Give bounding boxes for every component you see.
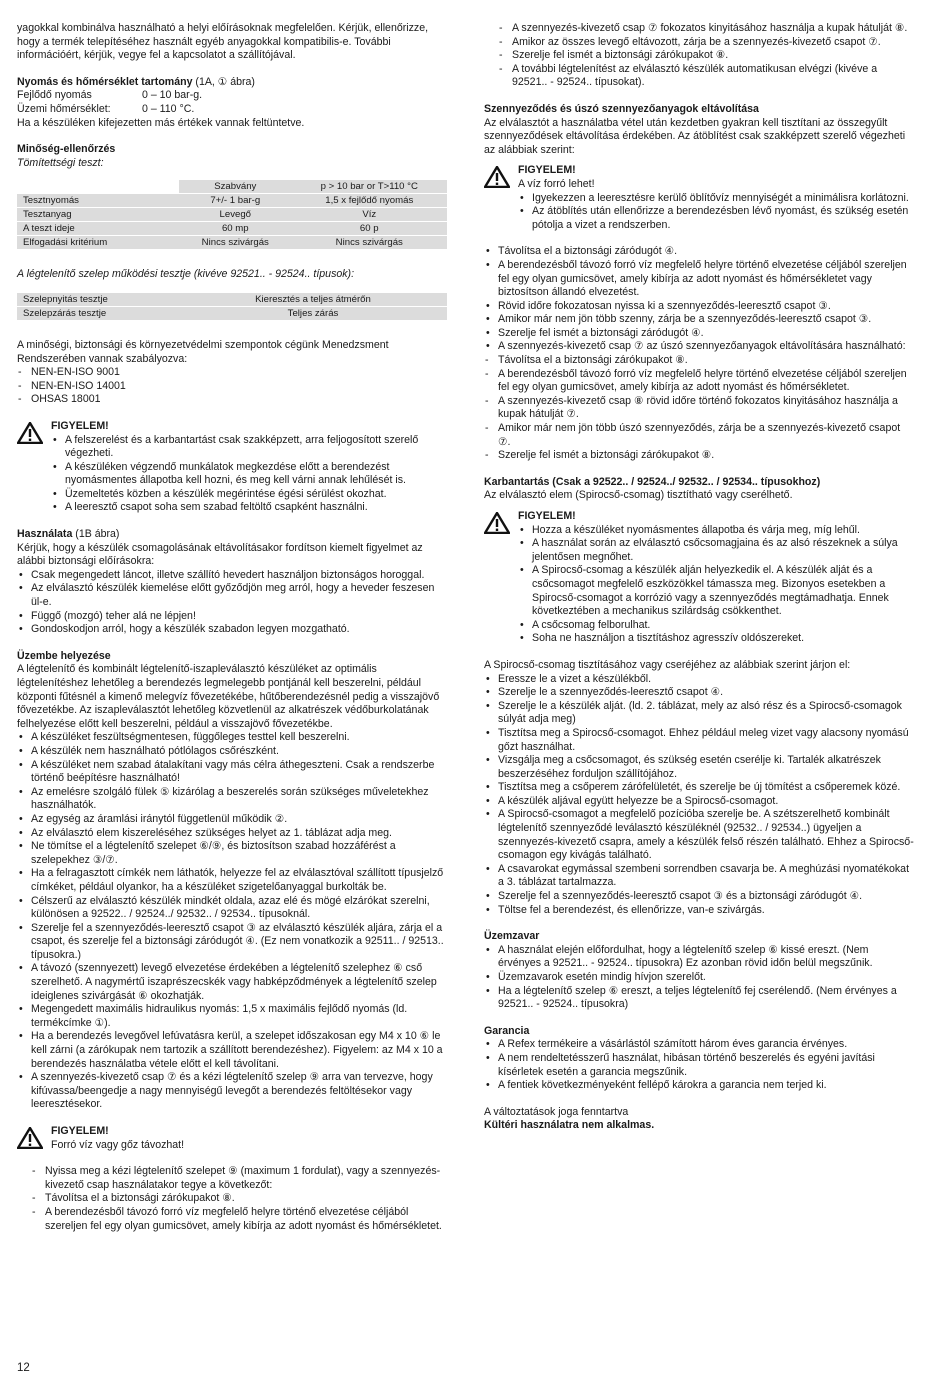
venting-steps-list — [17, 1165, 447, 1233]
table-cell: Szelepzárás tesztje — [17, 306, 179, 320]
list-item: - A szennyezés-kivezető csap ⑧ rövid időre történő fokozatos kinyitásához használja a kupak hátulját ⑦. — [484, 395, 914, 422]
table-cell: Elfogadási kritérium — [17, 236, 179, 250]
warning-title: FIGYELEM! — [51, 1125, 109, 1137]
list-item: - Nyissa meg a kézi légtelenítő szelepet ⑨ (maximum 1 fordulat), vagy a szennyezés-kivezető csap használatakor tegye a következőt: — [31, 1165, 447, 1192]
list-item: - Szerelje fel ismét a biztonsági zárókupakot ⑧. — [484, 449, 914, 463]
usage-paragraph: Kérjük, hogy a készülék csomagolásának eltávolításakor fordítson kiemelt figyelmet az alábbi biztonsági előírásokra: — [17, 541, 423, 568]
table-cell: Kieresztés a teljes átmérőn — [179, 293, 447, 307]
table-row — [17, 236, 447, 250]
temperature-value: 0 – 110 °C. — [142, 102, 195, 115]
pressure-title: Nyomás és hőmérséklet tartomány — [17, 75, 193, 88]
list-item: • A készüléket feszültségmentesen, függőleges testtel kell beszerelni. — [17, 731, 447, 745]
list-item: - Távolítsa el a biztonsági zárókupakot ⑧. — [31, 1192, 447, 1206]
list-item: • Szerelje fel ismét a biztonsági záródugót ④. — [484, 327, 914, 341]
list-item: • Üzemzavarok esetén mindig hívjon szerelőt. — [484, 971, 914, 985]
list-item: • Ha a légtelenítő szelep ⑥ ereszt, a teljes légtelenítő fej cserélendő. (Nem érvényes a 92521.. - 92524.. típusokra) — [484, 985, 914, 1012]
spiro-paragraph: A Spirocső-csomag tisztításához vagy cseréjéhez az alábbiak szerint járjon el: — [484, 658, 851, 671]
table-row — [17, 222, 447, 236]
list-item: • Az átöblítés után ellenőrizze a berendezésben lévő nyomást, és szükség esetén pótolja a vizet a rendszerben. — [518, 205, 914, 232]
floating-dirt-steps — [484, 354, 914, 463]
pressure-value: 0 – 10 bar-g. — [142, 89, 203, 102]
list-item: • A szennyezés-kivezető csap ⑦ és a kézi légtelenítő szelep ⑨ arra van tervezve, hogy kifúvassa/beengedje a nagy mennyiségű levegőt a berendezés feltöltésekor vagy leeresztésekor. — [17, 1071, 447, 1112]
list-item: • A használat elején előfordulhat, hogy a légtelenítő szelep ⑥ kissé ereszt. (Nem érvényes a 92521.. - 92524.. típusokra) Ez azonban rövid időn belül megszűnik. — [484, 944, 914, 971]
list-item: • Szerelje fel a szennyeződés-leeresztő csapot ③ az elválasztó készülék aljára, zárja el a csapot, és szerelje fel a biztonsági záródugót ④. (Ez nem vonatkozik a 92511.. / 92513.. típusokra.) — [17, 922, 447, 963]
table-cell: Szelepnyitás tesztje — [17, 293, 179, 307]
warranty-heading: Garancia — [484, 1024, 530, 1037]
maintenance-heading: Karbantartás (Csak a 92522.. / 92524../ 92532.. / 92534.. típusokhoz) — [484, 475, 821, 488]
dirt-removal-list — [484, 245, 914, 354]
pressure-note: Ha a készüléken kifejezetten más értékek vannak feltüntetve. — [17, 116, 305, 129]
list-item: • Célszerű az elválasztó készülék mindkét oldala, azaz elé és mögé elzárókat szerelni, különösen a 92522.. / 92524../ 92532.. / 92534.. típusoknál. — [17, 895, 447, 922]
list-item: • Igyekezzen a leeresztésre kerülő öblítővíz mennyiségét a minimálisra korlátozni. — [518, 192, 914, 206]
table-cell: 1,5 x fejlődő nyomás — [292, 194, 447, 208]
management-paragraph: A minőségi, biztonsági és környezetvédelmi szempontok cégünk Menedzsment Rendszerében vannak szabályozva: — [17, 338, 389, 365]
warning-title: FIGYELEM! — [51, 419, 109, 432]
list-item: - A további légtelenítést az elválasztó készülék automatikusan elvégzi (kivéve a 92521.. - 92524.. típusokat). — [498, 63, 914, 90]
list-item: - Amikor már nem jön több úszó szennyeződés, zárja be a szennyezés-kivezető csapot ⑦. — [484, 422, 914, 449]
warranty-list — [484, 1038, 914, 1092]
table-cell: Nincs szivárgás — [292, 236, 447, 250]
list-item: • A Spirocső-csomag a készülék alján helyezkedik el. A készülék alját és a csőcsomagot megfelelő eszközökkel támassza meg. Bizonyos esetekben a Spirocső-csomagot a korrózió vagy a szennyeződés megtámadhatja. Ennek következtében a mechanikus szilárdság csökkenthet. — [518, 564, 914, 618]
table-header-cell — [17, 180, 179, 194]
list-item: • Tisztítsa meg a Spirocső-csomagot. Ehhez például meleg vizet vagy alacsony nyomású gőzt használhat. — [484, 727, 914, 754]
list-item: • A készülék aljával együtt helyezze be a Spirocső-csomagot. — [484, 795, 914, 809]
warning-block — [17, 420, 447, 515]
venting-steps-continued — [484, 22, 914, 90]
list-item: • Töltse fel a berendezést, és ellenőrizze, van-e szivárgás. — [484, 904, 914, 918]
table-cell: Tesztnyomás — [17, 194, 179, 208]
rights-reserved: A változtatások joga fenntartva — [484, 1105, 629, 1118]
list-item: • Az elválasztó elem kiszereléséhez szükséges helyet az 1. táblázat adja meg. — [17, 827, 447, 841]
list-item: A víz forró lehet! — [518, 177, 595, 190]
list-item: - A berendezésből távozó forró víz megfelelő helyre történő elvezetése céljából szereljen fel egy olyan gumicsövet, amely kibírja az adott nyomást és hőmérsékletet. — [484, 368, 914, 395]
temperature-row — [17, 103, 447, 117]
table-header-cell: p > 10 bar or T>110 °C — [292, 180, 447, 194]
list-item: • A készülék nem használható pótlólagos csőrészként. — [17, 745, 447, 759]
list-item: • Távolítsa el a biztonsági záródugót ④. — [484, 245, 914, 259]
list-item: - Szerelje fel ismét a biztonsági zárókupakot ⑧. — [498, 49, 914, 63]
list-item: • Hozza a készüléket nyomásmentes állapotba és várja meg, míg lehűl. — [518, 524, 914, 538]
warning-title: FIGYELEM! — [518, 164, 576, 177]
list-item: • Szerelje le a készülék alját. (ld. 2. táblázat, mely az alsó rész és a Spirocső-csomagok súlyát adja meg) — [484, 700, 914, 727]
list-item: • Szerelje le a szennyeződés-leeresztő csapot ④. — [484, 686, 914, 700]
table-header-cell: Szabvány — [179, 180, 292, 194]
fault-heading: Üzemzavar — [484, 930, 540, 943]
spiro-list — [484, 673, 914, 918]
dirt-removal-paragraph: Az elválasztót a használatba vétel után kezdetben gyakran kell tisztítani az összegyűlt szennyeződések eltávolítása érdekében. Az átöblítést csak szakképzett szerelő végezheti az alábbiak szerint: — [484, 116, 906, 156]
list-item: • A távozó (szennyezett) levegő elvezetése érdekében a légtelenítő szelephez ⑥ cső szerelhető. A nagymértű iszaprészecskék vagy habképződmények a légtelenítő szelep ideiglenes szivárgását ⑥ okozhatják. — [17, 962, 447, 1003]
warning-icon — [17, 1127, 43, 1149]
list-item: • Tisztítsa meg a csőperem zárófelületét, és szerelje be új tömítést a csőperemek közé. — [484, 781, 914, 795]
warning-block — [484, 510, 914, 646]
table-cell: 7+/- 1 bar-g — [179, 194, 292, 208]
leak-test-table — [17, 180, 447, 250]
list-item: • Ha a berendezés levegővel lefúvatásra kerül, a szelepet időszakosan egy M4 x 10 ⑥ le kell zárni (a zárókupak nem tartozik a szállított berendezéshez). Figyelem: az M4 x 10 a berendezés használatba vétele előtt el kell távolítani. — [17, 1030, 447, 1071]
usage-ref: (1B ábra) — [72, 528, 120, 541]
list-item: • A nem rendeltetésszerű használat, hibásan történő beszerelés és egyéni javítási kísérletek esetén a garancia megszűnik. — [484, 1052, 914, 1079]
list-item: • Megengedett maximális hidraulikus nyomás: 1,5 x maximális fejlődő nyomás (ld. termékcímke ①). — [17, 1003, 447, 1030]
temperature-key: Üzemi hőmérséklet: — [17, 102, 111, 115]
commissioning-list — [17, 731, 447, 1112]
list-item: • Üzemeltetés közben a készülék megérintése égési sérülést okozhat. — [51, 488, 447, 502]
standards-list — [17, 366, 447, 407]
intro-paragraph: yagokkal kombinálva használható a helyi előírásoknak megfelelően. Kérjük, ellenőrizze, hogy a termék telepítéséhez használt egyéb anyagokkal kompatibilis-e. További információért, kérjük, vegye fel a kapcsolatot a szállítójával. — [17, 22, 429, 62]
vent-test-heading: A légtelenítő szelep működési tesztje (kivéve 92521.. - 92524.. típusok): — [17, 268, 355, 281]
commissioning-heading: Üzembe helyezése — [17, 649, 111, 662]
warning-block — [484, 164, 914, 232]
usage-heading — [17, 528, 447, 542]
warning-text: Forró víz vagy gőz távozhat! — [51, 1138, 185, 1151]
list-item: • A berendezésből távozó forró víz megfelelő helyre történő elvezetése céljából szereljen fel egy olyan gumicsövet, amely kibírja az adott nyomást és hőmérsékletet vagy biztosítson állandó elvezetést. — [484, 259, 914, 300]
list-item: - NEN-EN-ISO 14001 — [17, 380, 447, 394]
right-column — [484, 22, 914, 1133]
table-cell: A teszt ideje — [17, 222, 179, 236]
pressure-heading — [17, 76, 447, 90]
list-item: • A felszerelést és a karbantartást csak szakképzett, arra feljogosított szerelő végezheti. — [51, 434, 447, 461]
usage-title: Használata — [17, 528, 73, 541]
list-item: - A szennyezés-kivezető csap ⑦ fokozatos kinyitásához használja a kupak hátulját ⑧. — [498, 22, 914, 36]
pressure-key: Fejlődő nyomás — [17, 89, 92, 102]
table-cell: Tesztanyag — [17, 208, 179, 222]
list-item: • A csőcsomag felborulhat. — [518, 619, 914, 633]
list-item: • Az egység az áramlási iránytól függetlenül működik ②. — [17, 813, 447, 827]
list-item: - NEN-EN-ISO 9001 — [17, 366, 447, 380]
list-item: • Vizsgálja meg a csőcsomagot, és szükség esetén cserélje ki. Tartalék alkatrészek beszerzéséhez forduljon szállítójához. — [484, 754, 914, 781]
table-cell: Teljes zárás — [179, 306, 447, 320]
list-item: • A szennyezés-kivezető csap ⑦ az úszó szennyezőanyagok eltávolítására használható: — [484, 340, 914, 354]
table-cell: Levegő — [179, 208, 292, 222]
list-item: • A készüléken végzendő munkálatok megkezdése előtt a berendezést nyomásmentes állapotba kell hozni, és meg kell várni annak lehűlését is. — [51, 461, 447, 488]
warning-icon — [484, 512, 510, 534]
list-item: • Ha a felragasztott címkék nem láthatók, helyezze fel az elválasztóval szállított típusjelző címkéket, például olyankor, ha a készüléket szigetelőanyaggal burkolták be. — [17, 867, 447, 894]
list-item: • Csak megengedett láncot, illetve szállító hevedert használjon biztonságos horoggal. — [17, 569, 447, 583]
table-row — [17, 194, 447, 208]
list-item: • A csavarokat egymással szembeni sorrendben csavarja be. A meghúzási nyomatékokat a 3. táblázat tartalmazza. — [484, 863, 914, 890]
warning-icon — [17, 422, 43, 444]
table-cell: 60 p — [292, 222, 447, 236]
table-cell: Víz — [292, 208, 447, 222]
list-item: • Ne tömítse el a légtelenítő szelepet ⑥/⑨, és biztosítson szabad hozzáférést a szelepekhez ③/⑦. — [17, 840, 447, 867]
list-item: • A készüléket nem szabad átalakítani vagy más célra áthegeszteni. Csak a rendszerbe történő beépítésre használható! — [17, 759, 447, 786]
pressure-ref: (1A, ① ábra) — [192, 75, 255, 88]
list-item: • Amikor már nem jön több szenny, zárja be a szennyeződés-leeresztő csapot ③. — [484, 313, 914, 327]
commissioning-paragraph: A légtelenítő és kombinált légtelenítő-iszapleválasztó készüléket az optimális légtelenítéshez lehetőleg a berendezés legmelegebb pontjánál kell beszerelni, például központi fűtésnél a kimenő melegvíz fővezetékébe, hűtőberendezésnél pedig a visszajövő fővezetékbe. Az iszapleválasztót lehetőleg közvetlenül az alkatrészek védőburkolatának felhelyezése előtt kell beszerelni, például a visszajövő fővezetékbe. — [17, 663, 440, 730]
table-cell: 60 mp — [179, 222, 292, 236]
warning-list — [518, 524, 914, 646]
list-item: • A leeresztő csapot soha sem szabad feltöltő csapként használni. — [51, 501, 447, 515]
list-item: • Az emelésre szolgáló fülek ⑤ kizárólag a beszerelés során szükséges műveletekhez használhatók. — [17, 786, 447, 813]
list-item: • A fentiek következményeként fellépő károkra a garancia nem terjed ki. — [484, 1079, 914, 1093]
table-row — [17, 306, 447, 320]
usage-list — [17, 569, 447, 637]
warning-icon — [484, 166, 510, 188]
list-item: • A Spirocső-csomagot a megfelelő pozícióba szerelje be. A szétszerelhető kombinált légtelenítő szennyeződé leválasztó készüléknél (92532.. / 92534..) ügyeljen a szennyezés-kivezető csapra, amely a készülék felső részén található. Ehhez a Spirocső-csomagon egy kivágás található. — [484, 808, 914, 862]
list-item: • Gondoskodjon arról, hogy a készülék szabadon legyen mozgatható. — [17, 623, 447, 637]
list-item: • Függő (mozgó) teher alá ne lépjen! — [17, 610, 447, 624]
vent-test-table — [17, 293, 447, 321]
list-item: • Soha ne használjon a tisztításhoz agresszív oldószereket. — [518, 632, 914, 646]
list-item: • Az elválasztó készülék kiemelése előtt győződjön meg arról, hogy a heveder feszesen ül-e. — [17, 582, 447, 609]
list-item: - Amikor az összes levegő eltávozott, zárja be a szennyezés-kivezető csapot ⑦. — [498, 36, 914, 50]
pressure-row — [17, 89, 447, 103]
dirt-removal-heading: Szennyeződés és úszó szennyezőanyagok eltávolítása — [484, 102, 759, 115]
left-column — [17, 22, 447, 1233]
fault-list — [484, 944, 914, 1012]
table-row — [17, 208, 447, 222]
list-item: - A berendezésből távozó forró víz megfelelő helyre történő elvezetése céljából szereljen fel egy olyan gumicsövet, amely kibírja az adott nyomást és hőmérsékletet. — [31, 1206, 447, 1233]
warning-block — [17, 1125, 447, 1152]
warning-list — [51, 434, 447, 516]
quality-subheading: Tömítettségi teszt: — [17, 156, 104, 169]
list-item: • Szerelje fel a szennyeződés-leeresztő csapot ③ és a biztonsági záródugót ④. — [484, 890, 914, 904]
table-row — [17, 293, 447, 307]
list-item: - OHSAS 18001 — [17, 393, 447, 407]
quality-heading: Minőség-ellenőrzés — [17, 143, 116, 156]
list-item: • Rövid időre fokozatosan nyissa ki a szennyeződés-leeresztő csapot ③. — [484, 300, 914, 314]
list-item: • Eressze le a vizet a készülékből. — [484, 673, 914, 687]
warning-title: FIGYELEM! — [518, 510, 576, 522]
page-number: 12 — [17, 1362, 30, 1374]
list-item: - Távolítsa el a biztonsági zárókupakot ⑧. — [484, 354, 914, 368]
list-item: • A Refex termékeire a vásárlástól számított három éves garancia érvényes. — [484, 1038, 914, 1052]
table-cell: Nincs szivárgás — [179, 236, 292, 250]
maintenance-paragraph: Az elválasztó elem (Spirocső-csomag) tisztítható vagy cserélhető. — [484, 489, 793, 502]
warning-list — [518, 178, 914, 232]
list-item: • A használat során az elválasztó csőcsomagjaina és az alsó részeknek a súlya jelentősen megnőhet. — [518, 537, 914, 564]
outdoor-notice: Kültéri használatra nem alkalmas. — [484, 1119, 655, 1132]
